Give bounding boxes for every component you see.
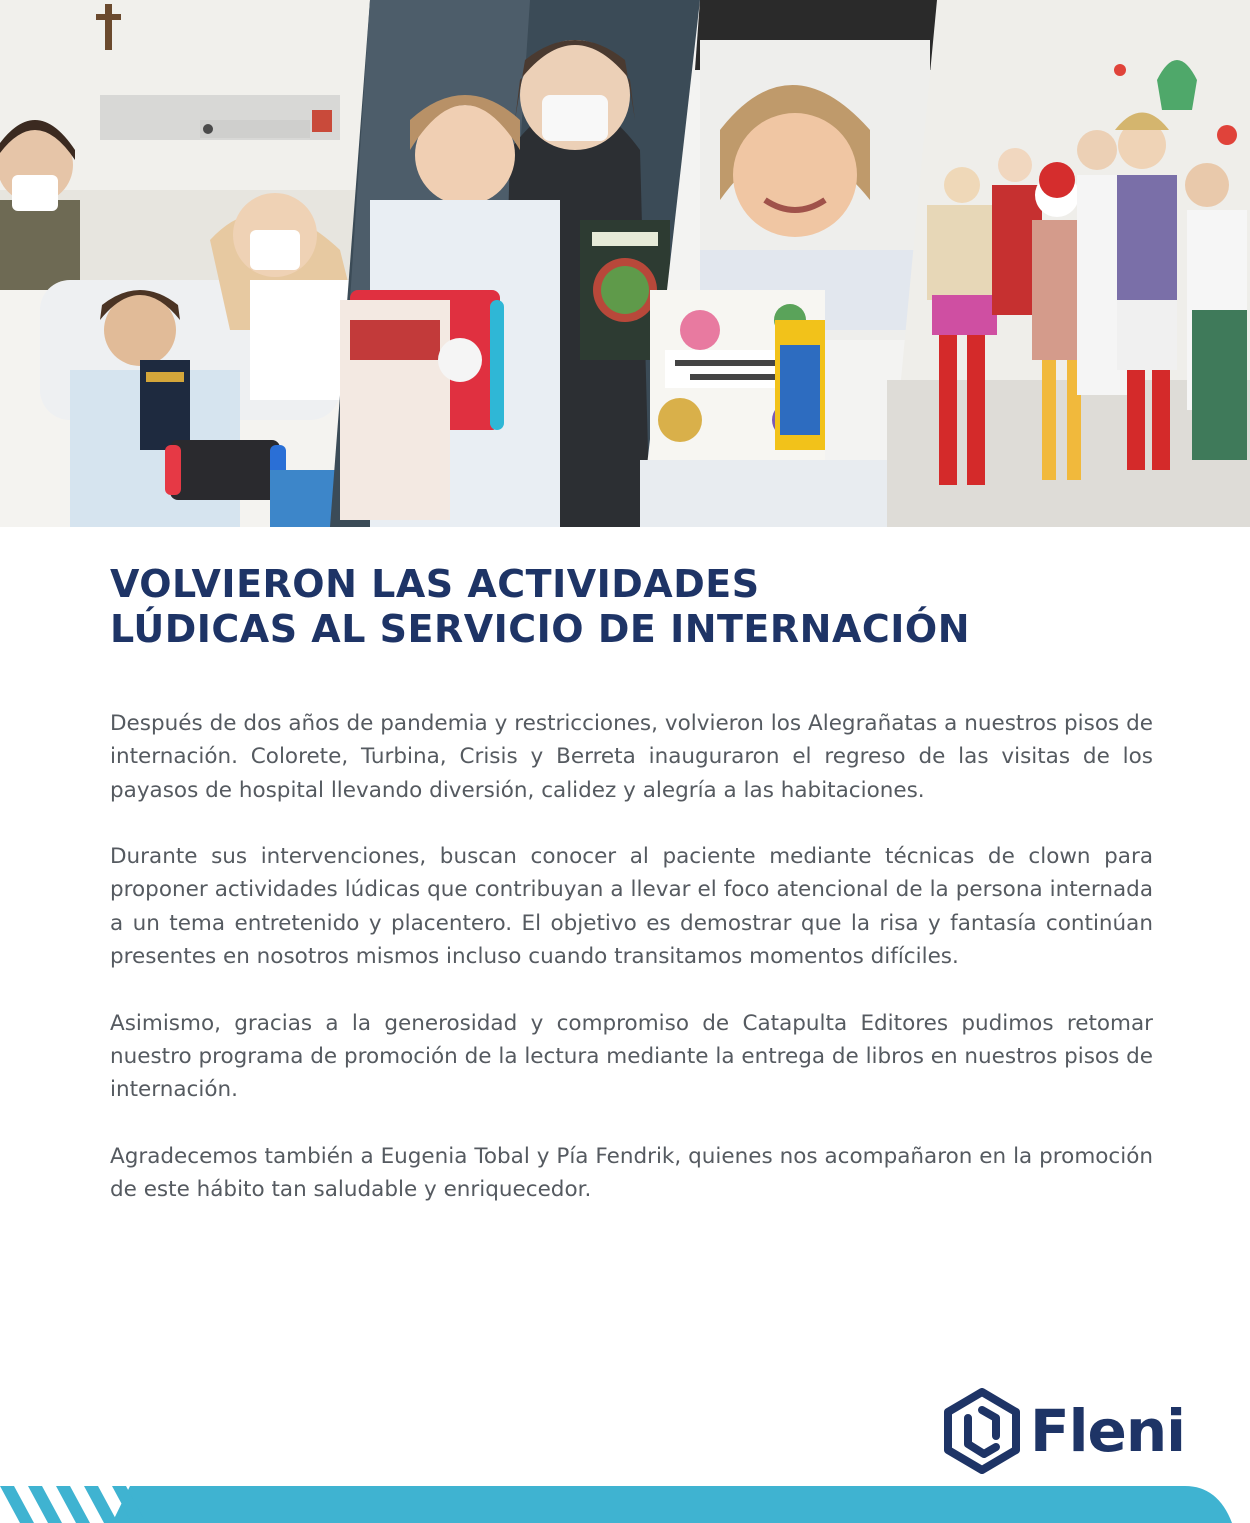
photo-collage [0, 0, 1250, 527]
paragraph-4: Agradecemos también a Eugenia Tobal y Pía Fendrik, quienes nos acompañaron en la promoción de este hábito tan saludable y enriquecedor. [110, 1143, 1153, 1203]
page-title [110, 562, 970, 652]
photo-hospital-clowns-group [887, 0, 1250, 527]
paragraph-1: Después de dos años de pandemia y restricciones, volvieron los Alegrañatas a nuestros pisos de internación. Colorete, Turbina, Crisis y Berreta inauguraron el regreso de las visitas de los payasos de hospital llevando diversión, calidez y alegría a las habitaciones. [110, 711, 1153, 803]
page-title-line-1: VOLVIERON LAS ACTIVIDADES [110, 562, 760, 606]
fleni-logo [944, 1388, 1186, 1474]
fleni-logo-wordmark: Fleni [1030, 1397, 1186, 1465]
page-title-line-2: LÚDICAS AL SERVICIO DE INTERNACIÓN [110, 607, 970, 651]
paragraph-3: Asimismo, gracias a la generosidad y compromiso de Catapulta Editores pudimos retomar nuestro programa de promoción de la lectura mediante la entrega de libros en nuestros pisos de internación. [110, 1010, 1153, 1103]
article-body [110, 707, 1153, 1240]
footer-band [0, 1486, 1250, 1523]
fleni-logo-icon [944, 1388, 1020, 1474]
paragraph-2: Durante sus intervenciones, buscan conocer al paciente mediante técnicas de clown para proponer actividades lúdicas que contribuyan a llevar el foco atencional de la persona internada a un tema entretenido y placentero. El objetivo es demostrar que la risa y fantasía continúan presentes en nosotros mismos incluso cuando transitamos momentos difíciles. [110, 844, 1153, 970]
photo-mother-and-son [0, 0, 370, 527]
